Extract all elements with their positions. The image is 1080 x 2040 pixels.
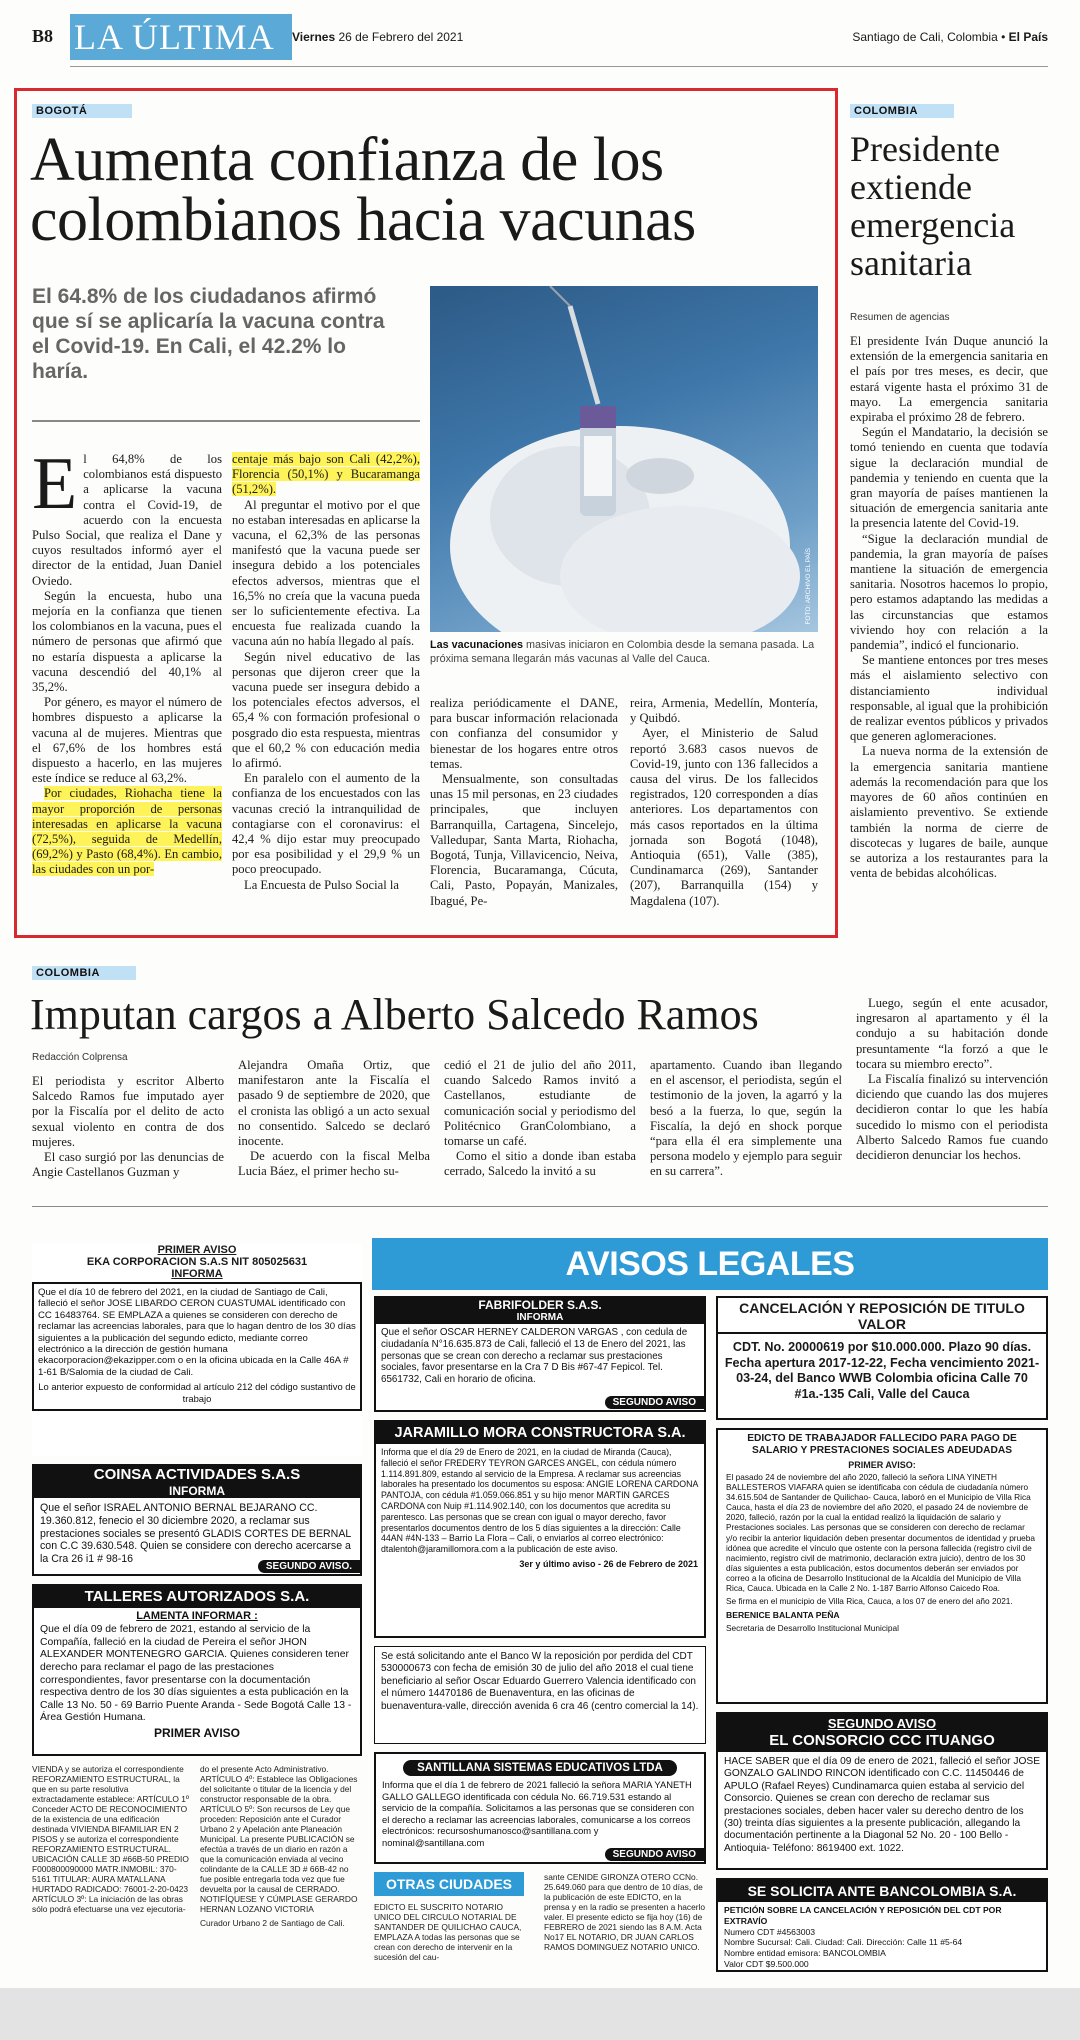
main-deck: El 64.8% de los ciudadanos afirmó que sí se aplicaría la vacuna contra el Covid-19. En Cali, el 42.2% lo haría.	[32, 285, 385, 383]
main-col-4: reira, Armenia, Medellín, Montería, y Quibdó. Ayer, el Ministerio de Salud reportó 3.683 casos nuevos de Covid-19, junto con 136 fallecidos a causa del virus. De los fallecidos registrados, 120 corresponden a días anteriores. Los departamentos con más casos reportados en la última jornada son Bogotá (1048), Antioquia (651), Valle (385), Cundinamarca (269), Santander (207), Barranquilla (154) y Magdalena (107).	[630, 696, 818, 908]
notice-santillana: SANTILLANA SISTEMAS EDUCATIVOS LTDA Informa que el día 1 de febrero de 2021 falleció la señora MARIA YANETH GALLO GALLEGO identificada con cédula No. 66.719.531 estando al servicio de la compañía. Solicitamos a las personas que se consideren con el derecho a reclamar las acreencias laborales, comunicarse a los correos electrónicos: recursoshumanosco@santillana.com y nominal@santillana.com SEGUNDO AVISO	[374, 1752, 706, 1864]
second-kicker: COLOMBIA	[32, 966, 136, 980]
second-col-2: Alejandra Omaña Ortiz, que manifestaron ante la Fiscalía el pasado 9 de septiembre de 2020, que el cronista las obligó a un acto sexual no consentido. Salcedo se declaró inocente. De acuerdo con la fiscal Melba Lucia Báez, el primer hecho su-	[238, 1058, 430, 1179]
highlight-low-cities: centaje más bajo son Cali (42,2%), Florencia (50,1%) y Bucaramanga (51,2%).	[232, 452, 420, 497]
main-col-3: realiza periódicamente el DANE, para buscar información relacionada con confianza del consumidor y bienestar de los hogares entre otros temas. Mensualmente, son consultadas unas 15 mil personas, en 23 ciudades principales, que incluyen Barranquilla, Cartagena, Sincelejo, Valledupar, Santa Marta, Riohacha, Bogotá, Tunja, Villavicencio, Neiva, Florencia, Bucaramanga, Cúcuta, Cali, Pasto, Popayán, Manizales, Ibagué, Pe-	[430, 696, 618, 908]
main-col-2: centaje más bajo son Cali (42,2%), Florencia (50,1%) y Bucaramanga (51,2%). Al preguntar el motivo por el que no estaban interesadas en aplicarse la vacuna, el 62,3% de las personas manifestó que la vacuna puede ser insegura debido a los potenciales efectos adversos, mientras que el 16,5% no creía que la vacuna pueda ser lo suficientemente efectiva. La encuesta fue realizada cuando la vacuna aún no había llegado al país. Según nivel educativo de las personas que dijeron creer que la vacuna puede ser insegura debido a los potenciales efectos adversos, el 65,4 % con formación profesional o posgrado dio esta respuesta, mientras que el 60,2 % con educación media lo afirmó. En paralelo con el aumento de la confianza de los encuestados con las vacunas creció la intranquilidad de contagiarse con el coronavirus: el 42,4 % dijo estar muy preocupado por esa posibilidad y el 29,9 % un poco preocupado. La Encuesta de Pulso Social la	[232, 452, 420, 892]
side-byline: Resumen de agencias	[850, 312, 950, 323]
highlight-cities: Por ciudades, Riohacha tiene la mayor proporción de personas interesadas en aplicarse la vacuna (72,5%), seguida de Medellín, (69,2%) y Pasto (68,4%). En cambio, las ciudades con un por-	[32, 786, 222, 877]
masthead-location: Santiago de Cali, Colombia • El País	[852, 30, 1048, 44]
drop-cap: E	[32, 443, 78, 525]
legal-banner: AVISOS LEGALES	[372, 1238, 1048, 1290]
page-number: B8	[32, 26, 54, 46]
vaccine-photo	[430, 286, 818, 632]
notice-jaramillo: JARAMILLO MORA CONSTRUCTORA S.A. Informa que el día 29 de Enero de 2021, en la ciudad de Miranda (Cauca), falleció el señor FREDERY TEYRON GARCES ANGEL, con cédula número 1.114.891.809, estando al servicio de la Empresa. A reclamar sus acreencias laborales ha presentado los documentos su esposa: ANGIE LORENA CARDONA PANTOJA, con cédula #1.059.066.851 y su hijo menor MARTIN GARCES CARDONA con Nuip #1.114.902.140, con los documentos que acredita su parentesco. Las personas que se crean con igual o mayor derecho, favor presentarlos documentos dentro de los 5 días siguientes a la dirección: Calle 44AN #4N-133 – Barrio La Flora – Cali, o enviarlos al correo electrónico: dtalentoh@jaramillomora.com a la publicación de este aviso. 3er y último aviso - 26 de Febrero de 2021	[374, 1420, 706, 1638]
side-kicker: COLOMBIA	[850, 104, 954, 118]
main-kicker: BOGOTÁ	[32, 104, 132, 118]
header-rule	[70, 66, 1048, 67]
gloved-hands-vaccine-icon	[430, 286, 818, 632]
legal-rule	[32, 1206, 1048, 1207]
notice-cancelacion: CANCELACIÓN Y REPOSICIÓN DE TITULO VALOR CDT. No. 20000619 por $10.000.000. Plazo 90 días. Fecha apertura 2017-12-22, Fecha vencimiento 2021-03-24, del Banco WWB Colombia oficina Calle 70 #1a.-135 Cali, Valle del Cauca	[716, 1296, 1048, 1420]
notice-edicto-villa-rica: EDICTO DE TRABAJADOR FALLECIDO PARA PAGO DE SALARIO Y PRESTACIONES SOCIALES ADEUDADAS PRIMER AVISO: El pasado 24 de noviembre del año 2020, falleció la señora LINA YINETH BALLESTEROS VIAFARA quien se identificaba con cédula de ciudadanía número 34.615.504 de Santander de Quilichao- Cauca, laboró en el Municipio de Villa Rica Cauca, hasta el día 23 de noviembre del año 2020, el pasado 24 de noviembre de 2020, falleció, razón por la cual la entidad realizó la liquidación de salario y Prestaciones sociales. Las personas que se consideren con derecho de reclamar y/o recibir la anterior liquidación deben presentar documentos de identidad y prueba idónea que acredite el vínculo que ostente con la persona fallecida (registro civil de nacimiento, registro civil de matrimonio, declaración extra juicio), dentro de los 30 días siguientes a esta publicación, estos documentos deberán ser enviados por correo a la oficina de Desarrollo Institucional de la Alcaldía del Municipio de Villa Rica, Cauca. Ubicada en la Calle 2 No. 1-187 Barrio Alfonso Caicedo Roa. Se firma en el municipio de Villa Rica, Cauca, a los 07 de enero del año 2021. BERENICE BALANTA PEÑA Secretaria de Desarrollo Institucional Municipal	[716, 1428, 1048, 1704]
coinsa-notice-pill: SEGUNDO AVISO.	[258, 1560, 360, 1573]
second-byline: Redacción Colprensa	[32, 1052, 128, 1063]
deck-rule	[32, 420, 420, 422]
photo-caption: Las vacunaciones masivas iniciaron en Colombia desde la semana pasada. La próxima semana llegarán más vacunas al Valle del Cauca.	[430, 639, 815, 665]
notice-edicto-left: EDICTO EL SUSCRITO NOTARIO UNICO DEL CIRCULO NOTARIAL DE SANTANDER DE QUILICHAO CAUCA, EMPLAZA A todas las personas que se crean con derecho de intervenir en la sucesión del cau-	[374, 1902, 522, 1962]
santillana-notice-pill: SEGUNDO AVISO	[605, 1848, 704, 1861]
side-body: El presidente Iván Duque anunció la extensión de la emergencia sanitaria en el país por tres meses, es decir, que estará vigente hasta el próximo 31 de mayo. La emergencia sanitaria expiraba el próximo 28 de febrero. Según el Mandatario, la decisión se tomó teniendo en cuenta que todavía sigue la declaración mundial de pandemia y teniendo en cuenta que la gran mayoría de países mantienen la situación de emergencia sanitaria ante la presencia latente del Covid-19. “Sigue la declaración mundial de pandemia, la gran mayoría de países mantiene la situación de emergencia sanitaria. Nosotros hacemos lo propio, pero estamos adaptando las medidas a las circunstancias que estamos viviendo hoy con relación a la pandemia”, indicó el funcionario. Se mantiene entonces por tres meses más el aislamiento selectivo con distanciamiento individual responsable, al igual que la prohibición de realizar eventos públicos y privados que generen aglomeraciones. La nueva norma de la extensión de la emergencia sanitaria mantiene además la recomendación para que los mayores de 60 años continúen en aislamiento preventivo. Se extiende también la norma de cierre de discotecas y lugares de baile, aunque se autoriza a los restaurantes para la venta de bebidas alcohólicas.	[850, 334, 1048, 881]
second-headline: Imputan cargos a Alberto Salcedo Ramos	[30, 990, 759, 1039]
notice-banco-w: Se está solicitando ante el Banco W la reposición por perdida del CDT 530000673 con fecha de emisión 30 de julio del año 2018 el cual tiene beneficiario al señor Oscar Eduardo Guerrero Valencia identificado con el número 14470186 de Buenaventura, en las oficinas de buenaventura-valle, dirección avenida 6 cra 46 (centro comercial la 14).	[374, 1646, 706, 1744]
second-col-1: El periodista y escritor Alberto Salcedo Ramos fue imputado ayer por la Fiscalía por el delito de acto sexual violento en contra de dos mujeres. El caso surgió por las denuncias de Angie Castellanos Guzman y	[32, 1074, 224, 1180]
notice-vienda-left: VIENDA y se autoriza el correspondiente REFORZAMIENTO ESTRUCTURAL, la que en su parte resolutiva extractadamente establece: ARTÍCULO 1º Conceder ACTO DE RECONOCIMIENTO de la existencia de una edificación destinada VIVIENDA BIFAMILIAR EN 2 PISOS y se autoriza el correspondiente REFORZAMIENTO ESTRUCTURAL. UBICACIÓN CALLE 3D #66B-50 PREDIO F000800090000 MATR.INMOBIL: 370-5161 TITULAR: AURA MATALLANA HURTADO RADICADO: 76001-2-20-0423 ARTÍCULO 3º: La iniciación de las obras sólo podrá efectuarse una vez ejecutoria-	[32, 1764, 189, 1914]
notice-coinsa: COINSA ACTIVIDADES S.A.S INFORMA Que el señor ISRAEL ANTONIO BERNAL BEJARANO CC. 19.360.812, fenecio el 30 diciembre 2020, a reclamar sus prestaciones sociales se presentó GLADIS CORTES DE BERNAL con C.C 39.630.548. Quien se considere con derecho acercarse a la Cra 26 i1 # 98-16 SEGUNDO AVISO.	[32, 1464, 362, 1576]
second-col-4: apartamento. Cuando iban llegando en el ascensor, el periodista, según el testimonio de la joven, la agarró y la besó a la fuerza, lo que, según la Fiscalía, la dejó en shock porque “para ella él era simplemente una persona modelo y ejemplo para seguir en su carrera”.	[650, 1058, 842, 1179]
issue-date: Viernes 26 de Febrero del 2021	[292, 30, 464, 44]
section-title: LA ÚLTIMA	[70, 14, 292, 60]
main-headline: Aumenta confianza de los colombianos hacia vacunas	[30, 126, 696, 254]
second-col-5: Luego, según el ente acusador, ingresaron al apartamento y él la condujo a su habitación donde presuntamente “la forzó a que le tocara su miembro erecto”. La Fiscalía finalizó su intervención diciendo que cuando las dos mujeres decidieron contar lo que les había sucedido lo mismo con el periodista Alberto Salcedo Ramos fue cuando decidieron denunciar los hechos.	[856, 996, 1048, 1163]
notice-ekacorp: PRIMER AVISO EKA CORPORACION S.A.S NIT 805025631 INFORMA Que el día 10 de febrero del 2021, en la ciudad de Santiago de Cali, falleció el señor JOSE LIBARDO CERON CUASTUMAL identificado con CC 16483764. SE EMPLAZA a quienes se consideren con derecho de reclamar las acreencias laborales, para que lo hagan dentro de los 30 días siguientes a la publicación del segundo edicto, mediante correo electrónico a la dirección de gestión humana ekacorporacion@ekazipper.com o en la oficina ubicada en la Calle 46A # 1-61 B/Salomia de la ciudad de Cali. Lo anterior expuesto de conformidad al artículo 212 del código sustantivo de trabajo	[32, 1244, 362, 1456]
side-headline: Presidente extiende emergencia sanitaria	[850, 129, 1016, 283]
notice-bancolombia: SE SOLICITA ANTE BANCOLOMBIA S.A. PETICIÓN SOBRE LA CANCELACIÓN Y REPOSICIÓN DEL CDT POR EXTRAVÍO Numero CDT #4563003 Nombre Sucursal: Cali. Ciudad: Cali. Dirección: Calle 11 #5-64 Nombre entidad emisora: BANCOLOMBIA Valor CDT $9.500.000	[716, 1878, 1048, 1972]
notice-fabrifolder: FABRIFOLDER S.A.S. INFORMA Que el señor OSCAR HERNEY CALDERON VARGAS , con cedula de ciudadanía N°16.635.873 de Cali, falleció el 13 de Enero del 2021, las personas que se crean con derecho a reclamar sus prestaciones sociales, favor presentarse en la Cra 7 D Bis #67-47 Fepicol. Tel. 6561732, Cali en horario de oficina. SEGUNDO AVISO	[374, 1296, 706, 1412]
second-col-3: cedió el 21 de julio del año 2011, cuando Salcedo Ramos invitó a Castellanos, estudiante de comunicación social y periodismo del Politécnico GranColombiano, a tomarse un café. Como el sitio a donde iban estaba cerrado, Salcedo la invitó a su	[444, 1058, 636, 1179]
notice-talleres: TALLERES AUTORIZADOS S.A. LAMENTA INFORMAR : Que el día 09 de febrero de 2021, estando al servicio de la Compañía, falleció en la ciudad de Pereira el señor JHON ALEXANDER MONTENEGRO GARCIA. Quienes consideren tener derecho para reclamar el pago de las prestaciones correspondientes, favor presentarse con la documentación respectiva dentro de los 30 días siguientes a esta publicación en la Calle 13 No. 50 - 69 Barrio Puente Aranda - Sede Bogotá Calle 13 - Área Gestión Humana. PRIMER AVISO	[32, 1584, 362, 1756]
fabrifolder-notice-pill: SEGUNDO AVISO	[605, 1396, 704, 1409]
notice-edicto-right: sante CENIDE GIRONZA OTERO CCNo. 25.649.060 para que dentro de 10 días, de la publicación de este EDICTO, en la prensa y en la radio se presenten a hacerlo valer. El presente edicto se fija hoy (16) de FEBRERO de 2021 siendo las 8 A.M. Acta No17 EL NOTARIO, DR JUAN CARLOS RAMOS DOMINGUEZ NOTARIO UNICO.	[544, 1872, 706, 1952]
otras-ciudades-label: OTRAS CIUDADES	[374, 1872, 524, 1896]
notice-vienda-right: do el presente Acto Administrativo. ARTÍCULO 4º: Establece las Obligaciones del solicitante o titular de la licencia y del constructor responsable de la obra. ARTÍCULO 5º: Son recursos de Ley que proceden: Reposición ante el Curador Urbano 2 y Apelación ante Planeación Municipal. La presente PUBLICACIÓN se efectúa a través de un diario en razón a que la comunicación enviada al vecino colindante de la CALLE 3D # 66B-42 no fue posible entregarla toda vez que fue devuelta por la causal de CERRADO. NOTIFÍQUESE Y CÚMPLASE GERARDO HERNAN LOZANO VICTORIA Curador Urbano 2 de Santiago de Cali.	[200, 1764, 358, 1928]
main-col-1: E l 64,8% de los colombianos está dispuesto a aplicarse la vacuna contra el Covid-19, de acuerdo con la encuesta Pulso Social, que realiza el Dane y cuyos resultados informó ayer el director de la entidad, Juan Daniel Oviedo. Según la encuesta, hubo una mejoría en la confianza que tienen los colombianos en la vacuna, pues el número de personas que afirmó que no estaría dispuesta a aplicarse la vacuna descendió del 40,1% al 35,2%. Por género, es mayor el número de hombres dispuesto a aplicarse la vacuna al de mujeres. Mientras que el 67,6% de los hombres está dispuesto a hacerlo, en las mujeres este índice se reduce al 63,2%. Por ciudades, Riohacha tiene la mayor proporción de personas interesadas en aplicarse la vacuna (72,5%), seguida de Medellín, (69,2%) y Pasto (68,4%). En cambio, las ciudades con un por-	[32, 443, 222, 877]
notice-ituango: SEGUNDO AVISO EL CONSORCIO CCC ITUANGO HACE SABER que el día 09 de enero de 2021, falleció el señor JOSE GONZALO GALINDO RINCON identificado con C.C. 11450446 de APULO (Rafael Reyes) Cundinamarca quien estaba al servicio del Consorcio. Quienes se crean con derecho de reclamar sus prestaciones sociales, deben hacer valer su derecho dentro de los (30) treinta días siguientes a la presente publicación, allegando la documentación pertinente a la Diagonal 52 No. 20 - 100 Bello - Antioquia- Teléfono: 8619400 ext. 1022.	[716, 1712, 1048, 1870]
photo-credit: FOTO: ARCHIVO EL PAÍS	[805, 547, 812, 624]
